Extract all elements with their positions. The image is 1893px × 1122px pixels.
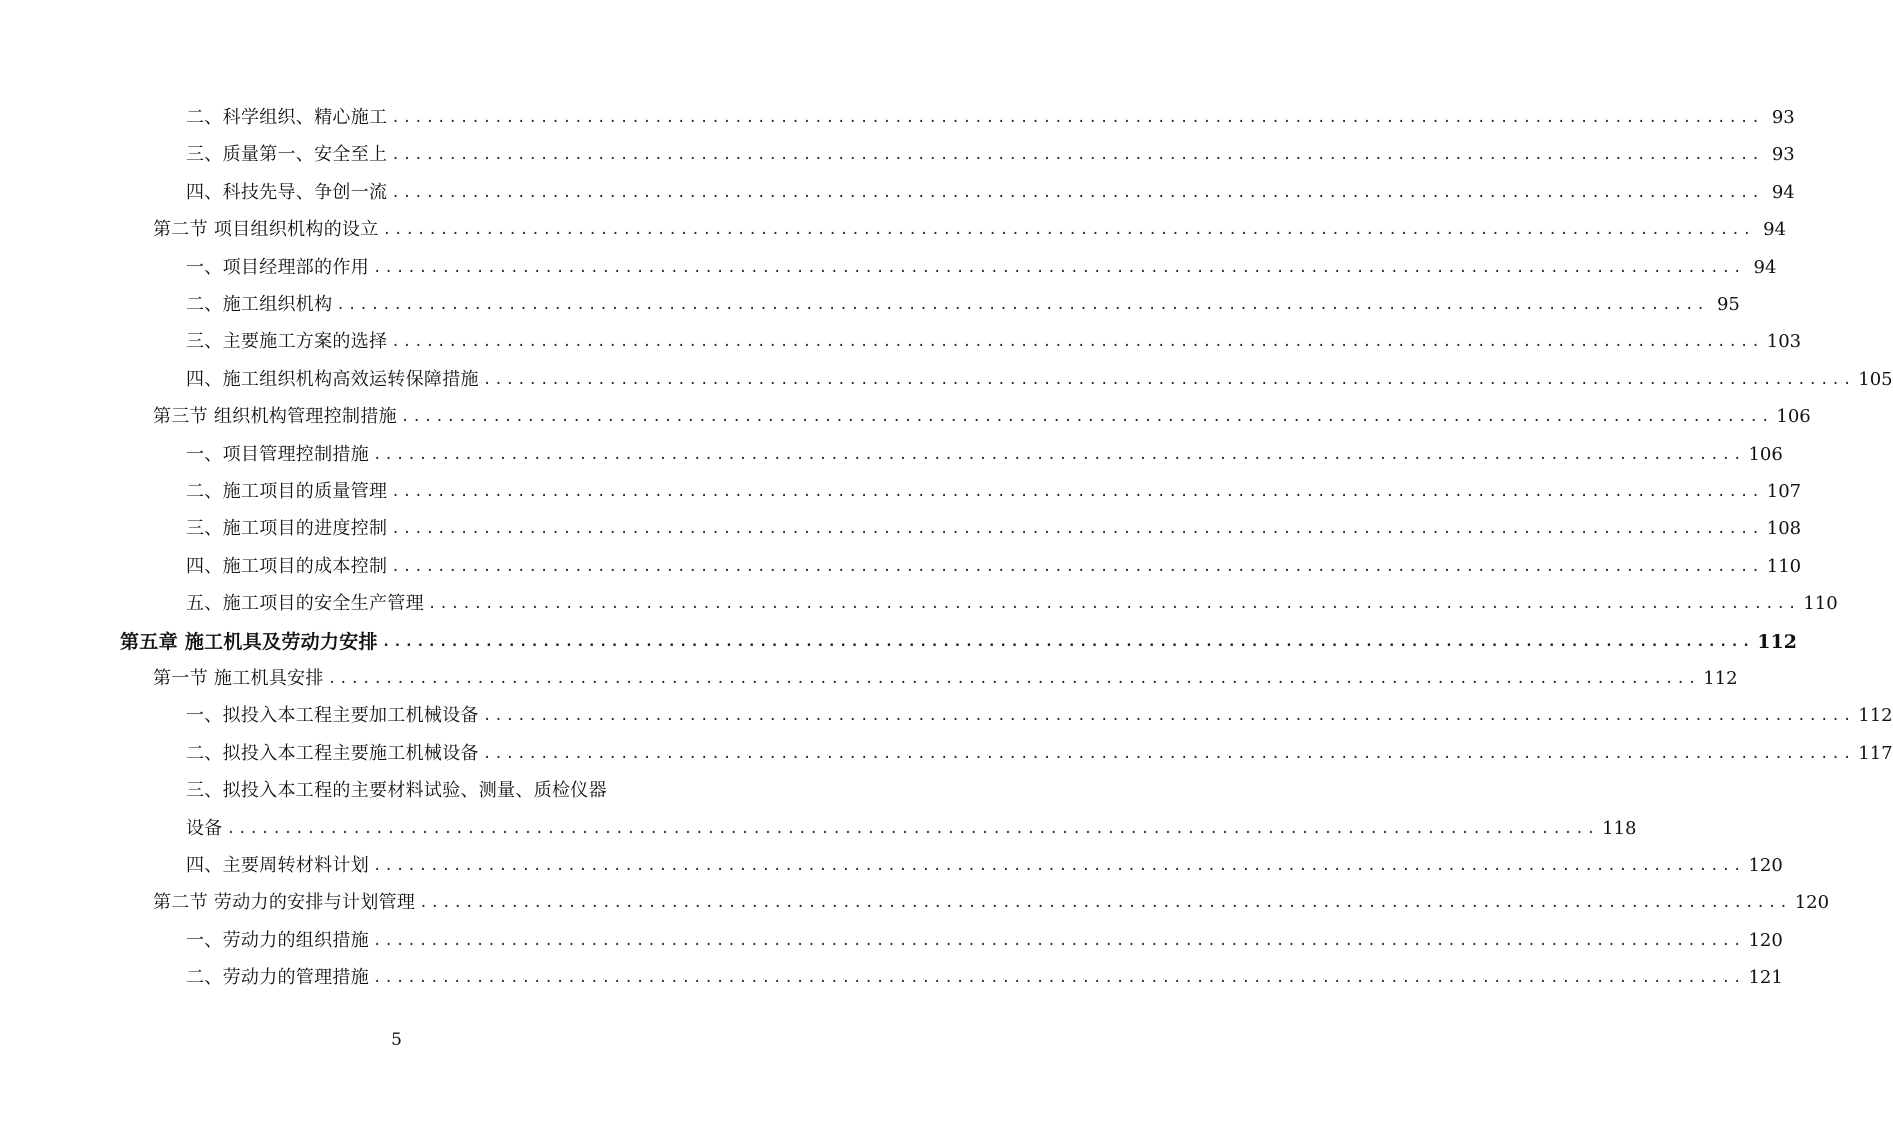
toc-entry-page: 120 [1794, 892, 1830, 914]
toc-entry [186, 474, 1802, 510]
toc-entry-label: 二、科学组织、精心施工 [186, 107, 388, 128]
toc-leader-dots: ........................................................................................................................ [382, 222, 1755, 239]
toc-entry-label: 第三节 组织机构管理控制措施 [153, 406, 397, 428]
toc-entry [186, 137, 1795, 173]
toc-leader-dots: ........................................................................................................................ [482, 708, 1855, 725]
toc-entry-page: 112 [1703, 668, 1738, 689]
toc-leader-dots: ........................................................................................................................ [427, 596, 1800, 613]
toc-leader-dots: ........................................................................................................................ [482, 745, 1855, 762]
toc-entry [153, 885, 1830, 921]
toc-entry-label: 设备 [186, 817, 223, 839]
toc-entry [186, 811, 1637, 847]
toc-entry-page: 112 [1757, 630, 1797, 653]
toc-entry-label: 三、施工项目的进度控制 [186, 518, 388, 540]
toc-entry-page: 94 [1771, 181, 1795, 203]
toc-entry-label: 二、劳动力的管理措施 [186, 967, 369, 989]
toc-leader-dots: ........................................................................................................................ [391, 484, 1763, 500]
toc-entry-label: 四、主要周转材料计划 [186, 855, 369, 876]
toc-entry-page: 93 [1771, 107, 1795, 128]
toc-entry [186, 437, 1783, 473]
toc-leader-dots: ........................................................................................................................ [419, 895, 1791, 912]
toc-entry-page: 105 [1858, 368, 1893, 390]
toc-entry-page: 120 [1748, 929, 1783, 951]
toc-entry-page: 120 [1748, 855, 1783, 876]
toc-entry [186, 324, 1802, 360]
toc-leader-dots: ........................................................................................................................ [381, 633, 1754, 650]
toc-leader-dots: ........................................................................................................................ [373, 446, 1745, 463]
toc-leader-dots: ........................................................................................................................ [391, 184, 1763, 201]
toc-entry-label: 二、拟投入本工程主要施工机械设备 [186, 742, 479, 764]
toc-entry-page: 94 [1753, 256, 1777, 278]
toc-entry-page: 106 [1776, 406, 1811, 428]
toc-entry-label: 第五章 施工机具及劳动力安排 [120, 630, 378, 653]
toc-leader-dots: ........................................................................................................................ [373, 932, 1745, 949]
toc-leader-dots: ........................................................................................................................ [373, 970, 1745, 987]
toc-leader-dots: ........................................................................................................................ [226, 820, 1599, 837]
toc-leader-dots: ........................................................................................................................ [336, 297, 1708, 313]
toc-leader-dots: ........................................................................................................................ [327, 671, 1700, 687]
toc-entry-page: 112 [1858, 705, 1893, 727]
toc-entry [186, 287, 1740, 323]
toc-entry-label: 第二节 项目组织机构的设立 [153, 219, 379, 241]
toc-entry-label: 三、质量第一、安全至上 [186, 144, 388, 166]
toc-leader-dots: ........................................................................................................................ [391, 558, 1763, 575]
toc-entry-page: 110 [1803, 593, 1838, 615]
toc-entry [186, 362, 1893, 398]
toc-entry [186, 549, 1802, 585]
toc-entry-label: 第一节 施工机具安排 [153, 668, 324, 689]
toc-entry-label: 第二节 劳动力的安排与计划管理 [153, 892, 416, 914]
toc-entry-page: 108 [1766, 518, 1802, 540]
toc-entry-label: 三、拟投入本工程的主要材料试验、测量、质检仪器 [186, 780, 607, 802]
toc-entry [186, 848, 1783, 884]
toc-leader-dots: ........................................................................................................................ [373, 259, 1745, 276]
toc-entry-page: 95 [1716, 294, 1740, 315]
toc-entry-page: 107 [1766, 481, 1802, 502]
page-number: 5 [391, 1030, 402, 1050]
toc-entry-label: 四、施工组织机构高效运转保障措施 [186, 368, 479, 390]
toc-entry-label: 四、施工项目的成本控制 [186, 555, 388, 577]
toc-leader-dots: ........................................................................................................................ [391, 521, 1763, 538]
toc-leader-dots: ........................................................................................................................ [373, 858, 1745, 874]
toc-leader-dots: ........................................................................................................................ [391, 147, 1763, 164]
toc-entry [186, 773, 673, 809]
toc-entry-page: 94 [1763, 219, 1787, 241]
toc-entry [153, 661, 1738, 697]
toc-entry-label: 二、施工项目的质量管理 [186, 481, 388, 502]
toc-entry-label: 一、项目管理控制措施 [186, 443, 369, 465]
toc-entry-page: 118 [1602, 817, 1637, 839]
toc-entry [186, 923, 1783, 959]
toc-leader-dots: ........................................................................................................................ [482, 371, 1855, 388]
toc-entry [186, 586, 1838, 622]
toc-entry [120, 624, 1797, 660]
toc-entry-label: 二、施工组织机构 [186, 294, 333, 315]
toc-entry-label: 一、项目经理部的作用 [186, 256, 369, 278]
toc-entry [186, 736, 1893, 772]
toc-leader-dots: ........................................................................................................................ [391, 110, 1763, 126]
toc-entry [186, 960, 1783, 996]
toc-entry-page: 110 [1766, 555, 1802, 577]
toc-leader-dots: ........................................................................................................................ [400, 409, 1773, 426]
toc-entry [186, 175, 1795, 211]
toc-entry [186, 698, 1893, 734]
toc-entry-label: 一、拟投入本工程主要加工机械设备 [186, 705, 479, 727]
toc-entry-label: 四、科技先导、争创一流 [186, 181, 388, 203]
toc-entry [186, 100, 1795, 136]
toc-entry-page: 93 [1771, 144, 1795, 166]
toc-entry [186, 250, 1777, 286]
toc-entry [153, 212, 1787, 248]
toc-entry-label: 三、主要施工方案的选择 [186, 331, 388, 353]
toc-entry-label: 一、劳动力的组织措施 [186, 929, 369, 951]
toc-entry [153, 399, 1811, 435]
toc-entry-page: 106 [1748, 443, 1783, 465]
toc-entry-page: 121 [1748, 967, 1783, 989]
toc-leader-dots: ........................................................................................................................ [391, 334, 1763, 351]
toc-entry-page: 117 [1858, 742, 1893, 764]
toc-entry-page: 103 [1766, 331, 1802, 353]
toc-entry-label: 五、施工项目的安全生产管理 [186, 593, 424, 615]
toc-entry [186, 511, 1802, 547]
